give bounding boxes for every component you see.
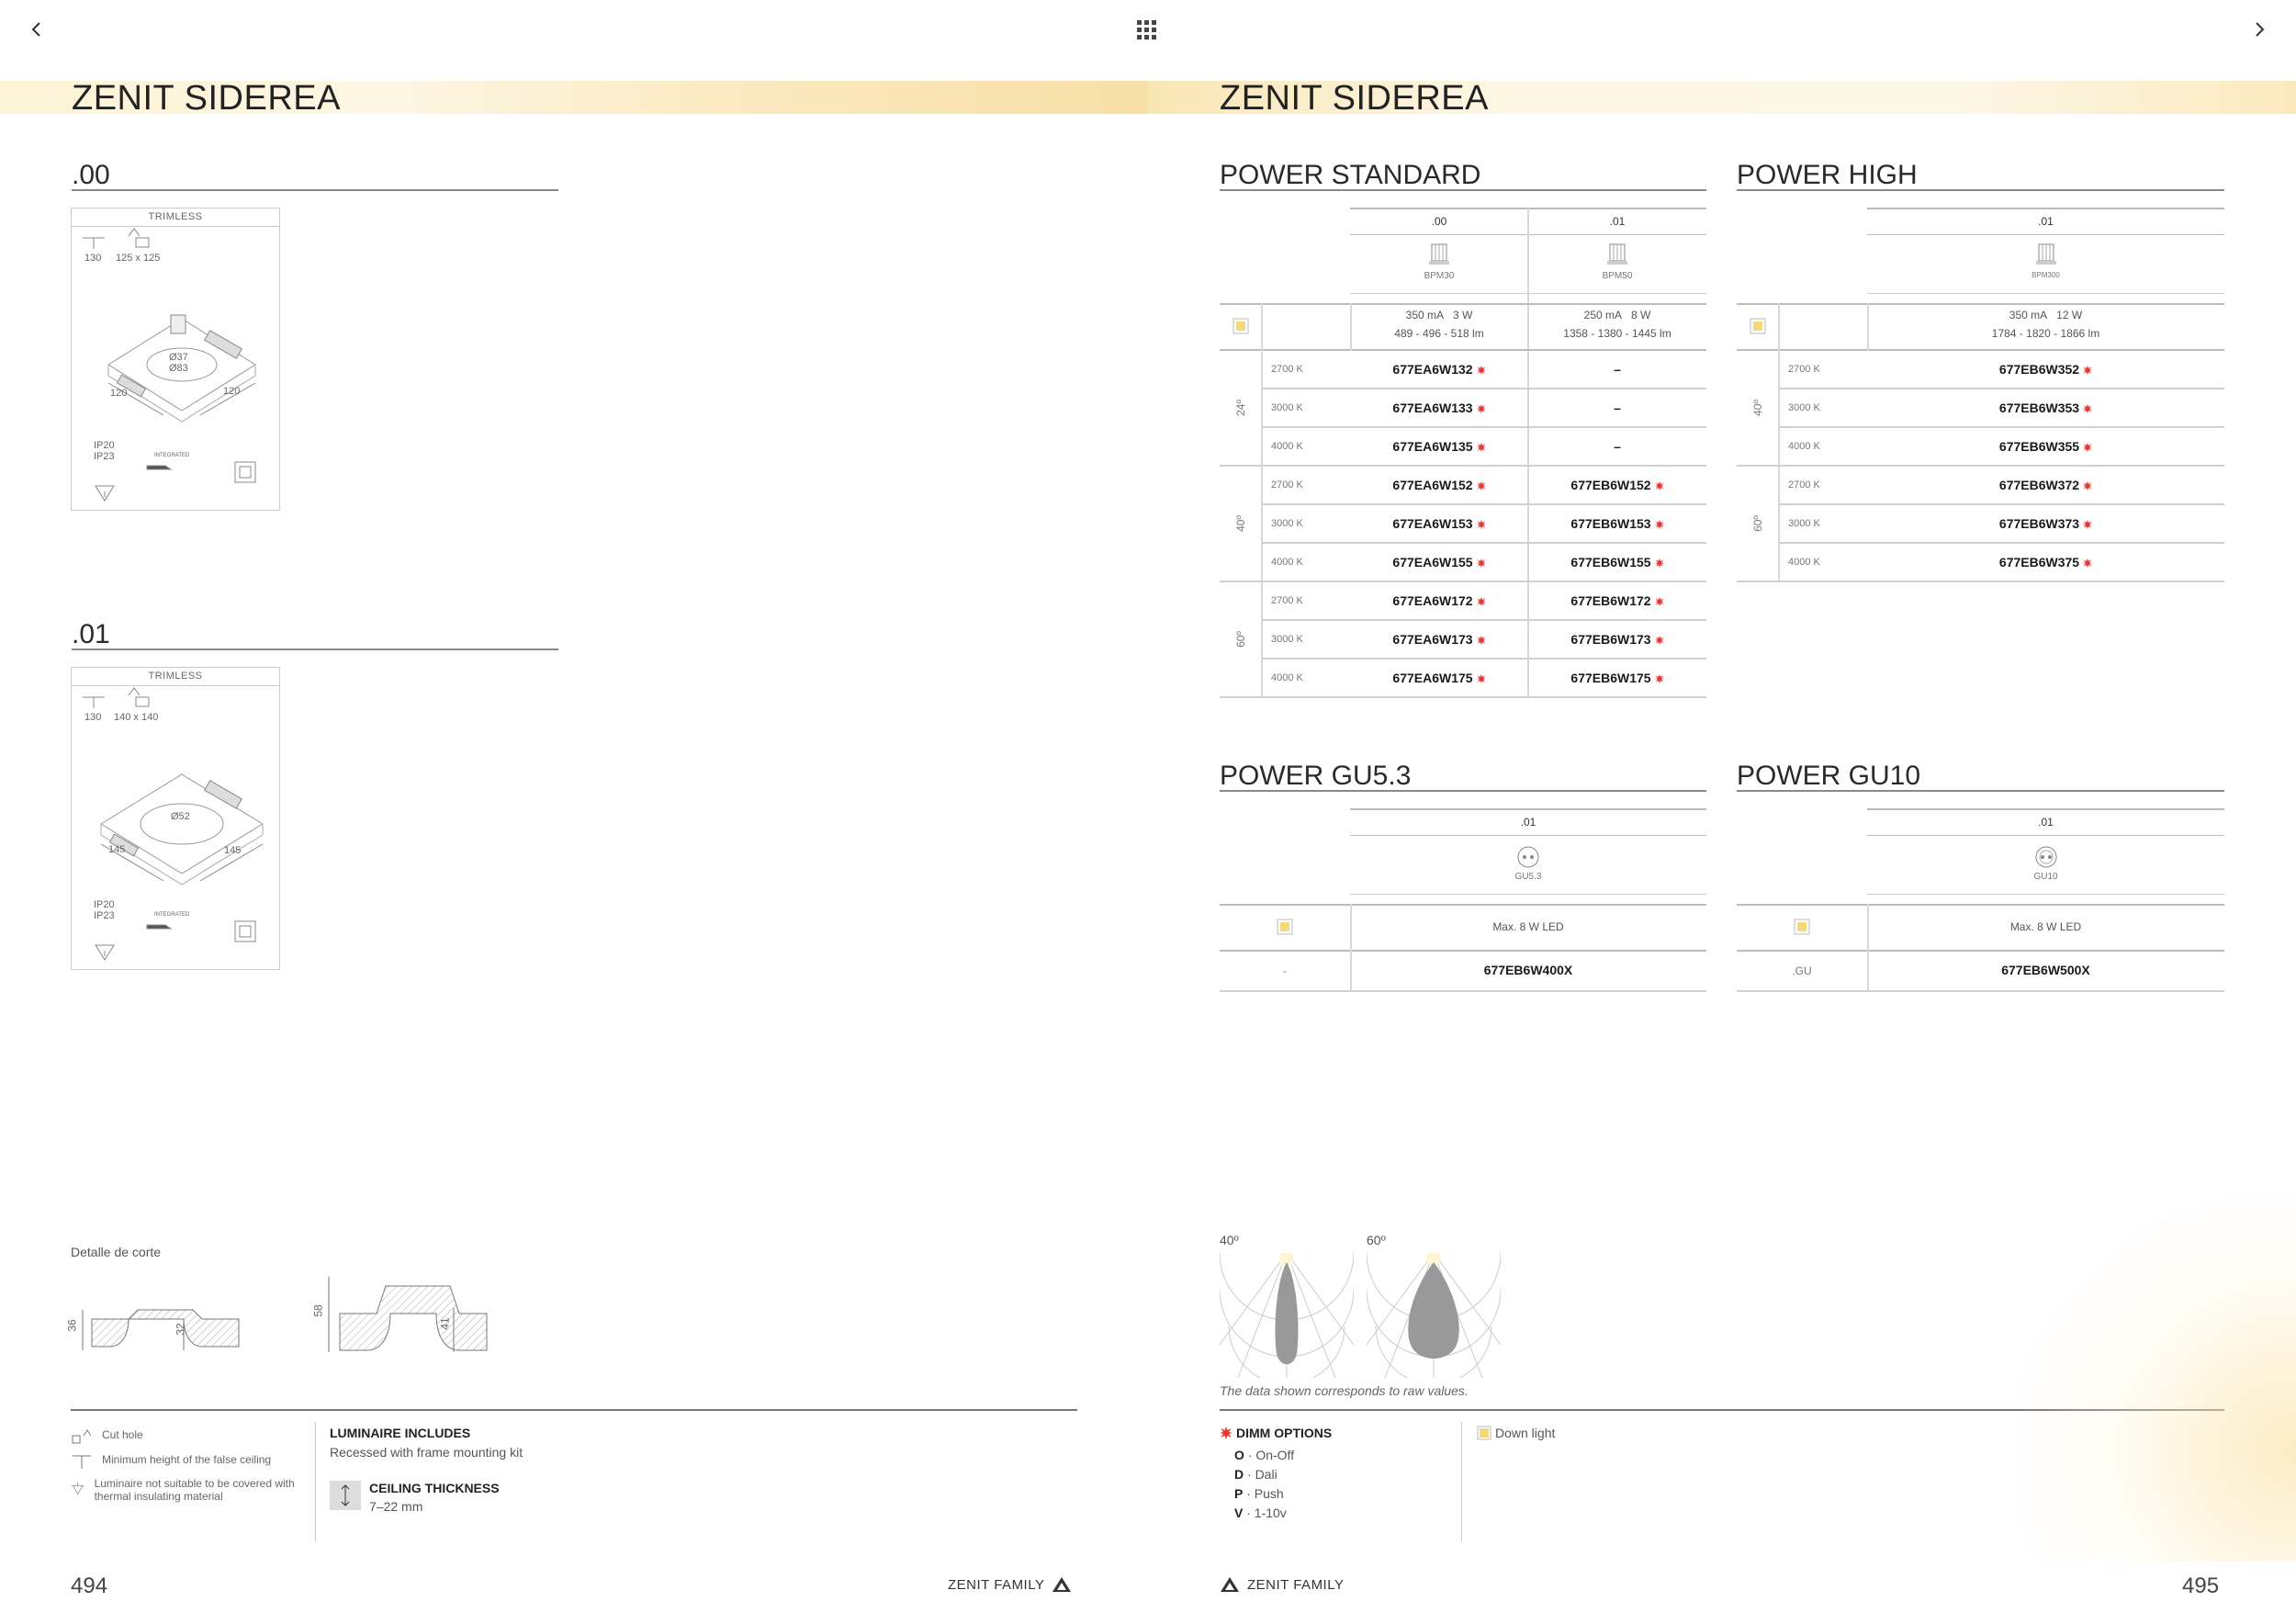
section-heading-00: .00 <box>72 162 558 191</box>
col-head-01: .01 <box>1528 208 1706 235</box>
color-temperature: 3000 K <box>1788 402 1820 413</box>
driver-label: INTEGRATED <box>154 453 190 458</box>
dimm-icon <box>1655 636 1664 645</box>
driver-cell-01: BPM300 <box>1867 235 2224 294</box>
color-temperature: 4000 K <box>1788 441 1820 452</box>
product-code: 677EA6W173 <box>1350 632 1528 647</box>
includes-title: LUMINAIRE INCLUDES <box>330 1426 471 1440</box>
color-temperature: 3000 K <box>1788 518 1820 529</box>
row-label: - <box>1283 964 1287 977</box>
polar-diagram-40 <box>1220 1253 1354 1378</box>
driver-label: INTEGRATED <box>154 912 190 918</box>
driver-icon <box>1604 241 1631 268</box>
product-code: 677EB6W355 <box>1867 439 2224 454</box>
detail-dim-a-inner: 32 <box>174 1323 187 1336</box>
spec-lumen-00: 489 - 496 - 518 lm <box>1394 327 1484 340</box>
driver-cell-00: BPM30 <box>1350 235 1528 294</box>
product-code: 677EB6W172 <box>1528 593 1706 608</box>
col-head-01: .01 <box>1350 808 1706 836</box>
side-left: 120 <box>110 388 128 399</box>
polar-diagram-60 <box>1367 1253 1501 1378</box>
product-code: 677EB6W373 <box>1867 516 2224 531</box>
product-code: – <box>1614 400 1621 415</box>
product-code: 677EB6W173 <box>1528 632 1706 647</box>
legend-thermal: Luminaire not suitable to be covered with thermal insulating material <box>71 1477 310 1503</box>
zenit-logo-icon <box>1052 1576 1072 1593</box>
dimm-icon <box>2083 443 2092 452</box>
socket-cell: GU10 <box>1867 836 2224 895</box>
dimm-option: D · Dali <box>1234 1467 1277 1482</box>
spec-text: Max. 8 W LED <box>1492 920 1564 933</box>
dimm-icon <box>2083 366 2092 375</box>
ceiling-title: CEILING THICKNESS <box>369 1481 500 1495</box>
spec-lumen-01: 1358 - 1380 - 1445 lm <box>1563 327 1671 340</box>
product-code: 677EA6W153 <box>1350 516 1528 531</box>
dimm-icon <box>1220 1427 1232 1439</box>
downlight-icon <box>1794 919 1810 935</box>
color-temperature: 2700 K <box>1788 364 1820 375</box>
row-label: .GU <box>1792 964 1812 977</box>
spec-lumen: 1784 - 1820 - 1866 lm <box>1991 327 2100 340</box>
legend-min-height: Minimum height of the false ceiling <box>71 1453 271 1470</box>
detail-dim-b-height: 58 <box>311 1304 325 1317</box>
product-code: 677EB6W375 <box>1867 555 2224 570</box>
dimm-icon <box>1477 520 1486 529</box>
downlight-icon <box>1477 1426 1491 1440</box>
photometry-label-40: 40º <box>1220 1233 1239 1247</box>
side-left: 145 <box>108 844 126 855</box>
diameter-value: Ø52 <box>171 811 190 822</box>
driver-icon <box>2032 241 2060 268</box>
brand-right: ZENIT FAMILY <box>1220 1576 1344 1593</box>
min-height-icon <box>71 1453 93 1470</box>
product-code: 677EA6W155 <box>1350 555 1528 570</box>
color-temperature: 4000 K <box>1788 557 1820 568</box>
product-code: 677EB6W153 <box>1528 516 1706 531</box>
product-code: 677EB6W155 <box>1528 555 1706 570</box>
brand-left: ZENIT FAMILY <box>948 1576 1072 1593</box>
page-title-left: ZENIT SIDEREA <box>72 79 341 118</box>
zenit-logo-icon <box>1220 1576 1240 1593</box>
gu53-socket-icon <box>1516 845 1540 869</box>
product-code: 677EA6W172 <box>1350 593 1528 608</box>
beam-angle-label: 60º <box>1751 515 1764 532</box>
color-temperature: 4000 K <box>1271 557 1303 568</box>
product-code: 677EB6W372 <box>1867 478 2224 492</box>
dimm-icon <box>1477 481 1486 491</box>
dimm-icon <box>1477 443 1486 452</box>
dimm-icon <box>2083 520 2092 529</box>
dimm-icon <box>1655 481 1664 491</box>
includes-text: Recessed with frame mounting kit <box>330 1445 523 1460</box>
color-temperature: 3000 K <box>1271 634 1303 645</box>
dimm-option: V · 1-10v <box>1234 1506 1287 1520</box>
product-code: 677EA6W175 <box>1350 671 1528 685</box>
ip-rating-2: IP23 <box>94 451 115 462</box>
detail-dim-a-height: 36 <box>65 1319 79 1332</box>
color-temperature: 3000 K <box>1271 402 1303 413</box>
color-temperature: 3000 K <box>1271 518 1303 529</box>
side-right: 120 <box>223 386 241 397</box>
page-title-right: ZENIT SIDEREA <box>1220 79 1489 118</box>
dimm-option: O · On-Off <box>1234 1448 1295 1462</box>
dimm-option: P · Push <box>1234 1486 1284 1501</box>
cut-hole-icon <box>71 1428 93 1445</box>
cut-hole-value: 125 x 125 <box>116 253 161 264</box>
dimm-icon <box>2083 404 2092 413</box>
grid-icon[interactable] <box>1135 18 1159 42</box>
dimm-icon <box>1477 558 1486 568</box>
heading-power-gu10: POWER GU10 <box>1737 762 2224 792</box>
prev-page-button[interactable] <box>24 17 50 42</box>
dimm-icon <box>1477 597 1486 606</box>
side-right: 145 <box>224 845 242 856</box>
color-temperature: 4000 K <box>1271 441 1303 452</box>
cut-hole-value: 140 x 140 <box>114 712 159 723</box>
col-head-01: .01 <box>1867 208 2224 235</box>
heading-power-gu53: POWER GU5.3 <box>1220 762 1706 792</box>
color-temperature: 2700 K <box>1271 364 1303 375</box>
dimm-icon <box>1477 404 1486 413</box>
power-standard-table <box>1220 208 1706 696</box>
spec-current-power-01: 250 mA 8 W <box>1583 309 1651 321</box>
footer-divider-left <box>71 1409 1077 1411</box>
photometry-note: The data shown corresponds to raw values. <box>1220 1383 1469 1398</box>
diameter-inner: Ø37 <box>169 352 188 363</box>
thermal-warning-icon <box>71 1477 85 1499</box>
product-code: 677EA6W135 <box>1350 439 1528 454</box>
color-temperature: 2700 K <box>1271 479 1303 491</box>
color-temperature: 2700 K <box>1271 595 1303 606</box>
page-number-left: 494 <box>71 1573 108 1598</box>
downlight-icon <box>1232 318 1249 334</box>
footer-separator-right <box>1461 1422 1462 1541</box>
card-label: TRIMLESS <box>72 209 279 227</box>
product-code: 677EA6W152 <box>1350 478 1528 492</box>
product-code: – <box>1614 439 1621 454</box>
power-gu10-table <box>1737 808 2224 992</box>
dimm-options-list <box>1234 1446 1294 1523</box>
luminaire-drawing-01 <box>72 686 281 971</box>
chevron-right-icon <box>2251 21 2268 38</box>
dimm-icon <box>1477 366 1486 375</box>
product-code: 677EB6W352 <box>1867 362 2224 377</box>
height-value: 130 <box>84 253 102 264</box>
dimm-icon <box>1655 520 1664 529</box>
photometry-label-60: 60º <box>1367 1233 1386 1247</box>
product-code: 677EB6W353 <box>1867 400 2224 415</box>
beam-angle-label: 40º <box>1751 400 1764 416</box>
col-head-01: .01 <box>1867 808 2224 836</box>
product-code: 677EA6W132 <box>1350 362 1528 377</box>
beam-angle-label: 40º <box>1234 515 1247 532</box>
product-code: 677EB6W400X <box>1483 963 1573 977</box>
ceiling-thickness-icon <box>330 1481 361 1510</box>
ip-rating-2: IP23 <box>94 910 115 921</box>
product-card-00 <box>71 208 280 511</box>
chevron-left-icon <box>28 21 45 38</box>
dimm-icon <box>1655 558 1664 568</box>
color-temperature: 4000 K <box>1271 672 1303 683</box>
page-number-right: 495 <box>2182 1573 2220 1598</box>
col-head-00: .00 <box>1350 208 1528 235</box>
driver-cell-01: BPM50 <box>1528 235 1706 294</box>
dimm-icon <box>1477 674 1486 683</box>
dimm-options-title: DIMM OPTIONS <box>1220 1426 1332 1440</box>
height-value: 130 <box>84 712 102 723</box>
product-card-01 <box>71 667 280 970</box>
heading-power-standard: POWER STANDARD <box>1220 162 1706 191</box>
dimm-icon <box>2083 481 2092 491</box>
product-code: 677EB6W152 <box>1528 478 1706 492</box>
socket-cell: GU5.3 <box>1350 836 1706 895</box>
power-high-table <box>1737 208 2224 581</box>
ip-rating-1: IP20 <box>94 899 115 910</box>
ip-rating-1: IP20 <box>94 440 115 451</box>
downlight-icon <box>1750 318 1766 334</box>
decorative-glow <box>2020 1194 2296 1562</box>
product-code: 677EB6W175 <box>1528 671 1706 685</box>
beam-angle-label: 60º <box>1234 631 1247 648</box>
product-code: 677EB6W500X <box>2001 963 2090 977</box>
product-code: 677EA6W133 <box>1350 400 1528 415</box>
next-page-button[interactable] <box>2246 17 2272 42</box>
driver-icon <box>1425 241 1453 268</box>
heading-power-high: POWER HIGH <box>1737 162 2224 191</box>
dimm-icon <box>1655 674 1664 683</box>
spec-current-power: 350 mA 12 W <box>2009 309 2083 321</box>
color-temperature: 2700 K <box>1788 479 1820 491</box>
spec-text: Max. 8 W LED <box>2009 920 2082 933</box>
section-detail-drawing <box>64 1268 542 1359</box>
diameter-outer: Ø83 <box>169 363 188 374</box>
gu10-socket-icon <box>2034 845 2058 869</box>
section-heading-01: .01 <box>72 621 558 650</box>
dimm-icon <box>1655 597 1664 606</box>
beam-angle-label: 24º <box>1234 400 1247 416</box>
spec-current-power-00: 350 mA 3 W <box>1405 309 1473 321</box>
card-label: TRIMLESS <box>72 668 279 686</box>
ceiling-text: 7–22 mm <box>369 1499 423 1514</box>
power-gu53-table <box>1220 808 1706 992</box>
detail-label: Detalle de corte <box>71 1245 162 1259</box>
footer-separator <box>315 1422 316 1541</box>
downlight-legend: Down light <box>1477 1426 1555 1440</box>
product-code: – <box>1614 362 1621 377</box>
downlight-icon <box>1277 919 1293 935</box>
dimm-icon <box>1477 636 1486 645</box>
dimm-icon <box>2083 558 2092 568</box>
detail-dim-b-inner: 41 <box>438 1317 452 1330</box>
legend-cut-hole: Cut hole <box>71 1428 143 1445</box>
